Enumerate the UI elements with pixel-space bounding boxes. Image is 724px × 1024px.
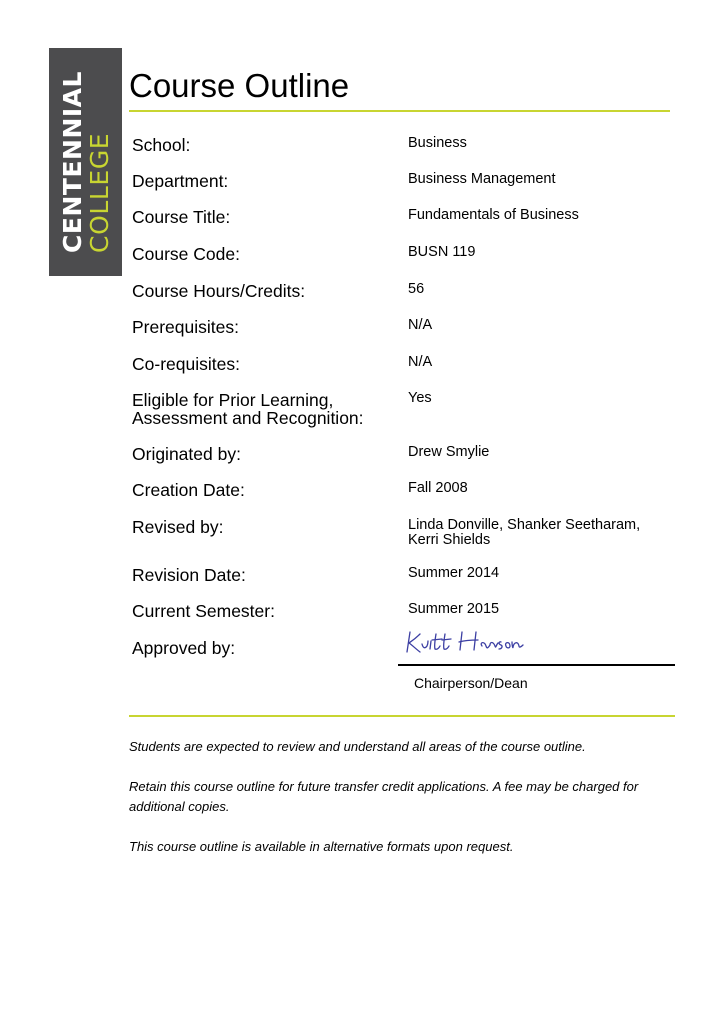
department-value: Business Management: [408, 171, 556, 187]
college-logo: [49, 48, 122, 276]
course-title-value: Fundamentals of Business: [408, 207, 579, 223]
revised-by-label: Revised by:: [132, 517, 224, 537]
signature-image: [402, 628, 532, 658]
revision-date-value: Summer 2014: [408, 565, 500, 581]
signature-line: [398, 664, 675, 666]
current-semester-value: Summer 2015: [408, 601, 500, 617]
signature-caption: Chairperson/Dean: [414, 675, 528, 691]
title-divider: [129, 110, 670, 112]
logo-wordmark: [59, 71, 113, 253]
course-hours-label: Course Hours/Credits:: [132, 281, 306, 301]
creation-date-label: Creation Date:: [132, 480, 245, 500]
course-code-label: Course Code:: [132, 244, 240, 264]
note-review: Students are expected to review and understand all areas of the course outline.: [129, 739, 586, 754]
plar-value: Yes: [408, 390, 432, 406]
school-label: School:: [132, 135, 191, 155]
approved-by-label: Approved by:: [132, 638, 236, 658]
logo-line-college: COLLEGE: [84, 132, 114, 253]
revised-by-value-line1: Linda Donville, Shanker Seetharam,: [408, 517, 641, 533]
signature-text: Keith Hanson: [402, 657, 409, 658]
creation-date-value: Fall 2008: [408, 480, 468, 496]
originated-by-value: Drew Smylie: [408, 444, 490, 460]
department-label: Department:: [132, 171, 229, 191]
page-title: Course Outline: [129, 67, 350, 104]
course-code-value: BUSN 119: [408, 244, 476, 260]
plar-label-line1: Eligible for Prior Learning,: [132, 390, 334, 410]
prerequisites-label: Prerequisites:: [132, 317, 239, 337]
logo-line-centennial: CENTENNIAL: [57, 71, 87, 253]
school-value: Business: [408, 135, 467, 151]
prerequisites-value: N/A: [408, 317, 433, 333]
notes-divider: [129, 715, 675, 717]
corequisites-label: Co-requisites:: [132, 354, 240, 374]
note-formats: This course outline is available in alternative formats upon request.: [129, 839, 514, 854]
plar-label-line2: Assessment and Recognition:: [132, 408, 364, 428]
course-title-label: Course Title:: [132, 207, 231, 227]
current-semester-label: Current Semester:: [132, 601, 275, 621]
originated-by-label: Originated by:: [132, 444, 241, 464]
note-retain: Retain this course outline for future transfer credit applications. A fee may be charged for additional copies.: [129, 779, 639, 814]
revised-by-value-line2: Kerri Shields: [408, 532, 491, 548]
revision-date-label: Revision Date:: [132, 565, 246, 585]
course-hours-value: 56: [408, 281, 425, 297]
corequisites-value: N/A: [408, 354, 433, 370]
